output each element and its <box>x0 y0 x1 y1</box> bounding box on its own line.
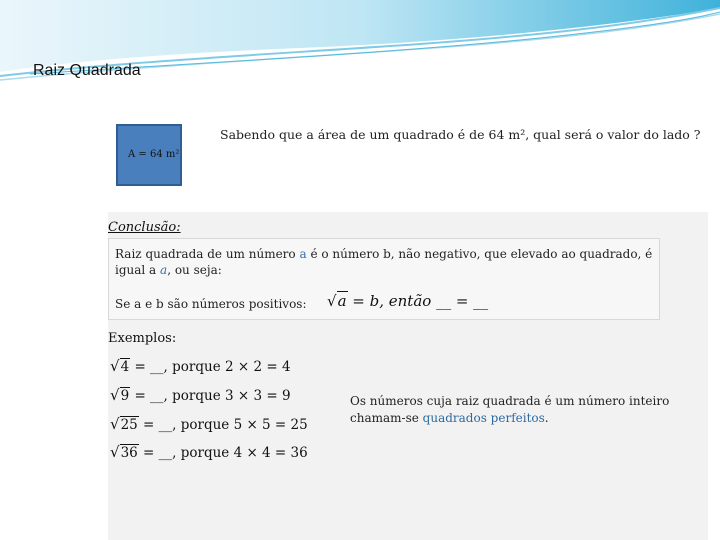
example-item <box>110 443 308 461</box>
definition-formula <box>327 292 488 310</box>
example-item <box>110 357 291 375</box>
example-item <box>110 415 308 433</box>
page-title: Raiz Quadrada <box>33 62 141 79</box>
example-radicand: 9 <box>120 388 130 404</box>
example-radicand: 25 <box>120 417 138 433</box>
question-text: Sabendo que a área de um quadrado é de 64 m², qual será o valor do lado ? <box>220 127 701 142</box>
example-radicand: 36 <box>120 445 138 461</box>
perfect-squares-note <box>350 393 690 427</box>
example-rest: = __, porque 2 × 2 = 4 <box>130 359 291 375</box>
formula-radicand: a <box>337 292 347 310</box>
examples-heading: Exemplos: <box>108 331 177 346</box>
variable-a: a <box>299 247 307 261</box>
example-radicand: 4 <box>120 359 130 375</box>
radical-symbol: √ <box>110 415 120 433</box>
radical-symbol: √ <box>110 443 120 461</box>
condition-text: Se a e b são números positivos: <box>115 297 307 311</box>
example-rest: = __, porque 3 × 3 = 9 <box>130 388 291 404</box>
conclusion-heading: Conclusão: <box>108 220 181 235</box>
square-figure <box>116 124 182 186</box>
conclusion-text <box>115 246 660 278</box>
example-rest: = __, porque 4 × 4 = 36 <box>138 445 308 461</box>
radical-symbol: √ <box>110 357 120 375</box>
conclusion-text-part: , ou seja: <box>167 263 222 277</box>
variable-a: a <box>160 263 168 277</box>
note-text: Os números cuja raiz quadrada é um número inteiro chamam-se <box>350 394 670 425</box>
formula-rest: = b, então __ = __ <box>347 292 489 310</box>
example-rest: = __, porque 5 × 5 = 25 <box>138 417 308 433</box>
conclusion-text-part: Raiz quadrada de um número <box>115 247 300 261</box>
note-end: . <box>544 411 549 425</box>
example-item <box>110 386 291 404</box>
conclusion-text-part: é o número b, não negativo, que elevado ao quadrado, é igual a <box>115 247 653 277</box>
square-area-label: A = 64 m² <box>128 149 180 160</box>
note-highlight: quadrados perfeitos <box>422 411 545 425</box>
radical-symbol: √ <box>110 386 120 404</box>
radical-symbol: √ <box>327 292 337 310</box>
